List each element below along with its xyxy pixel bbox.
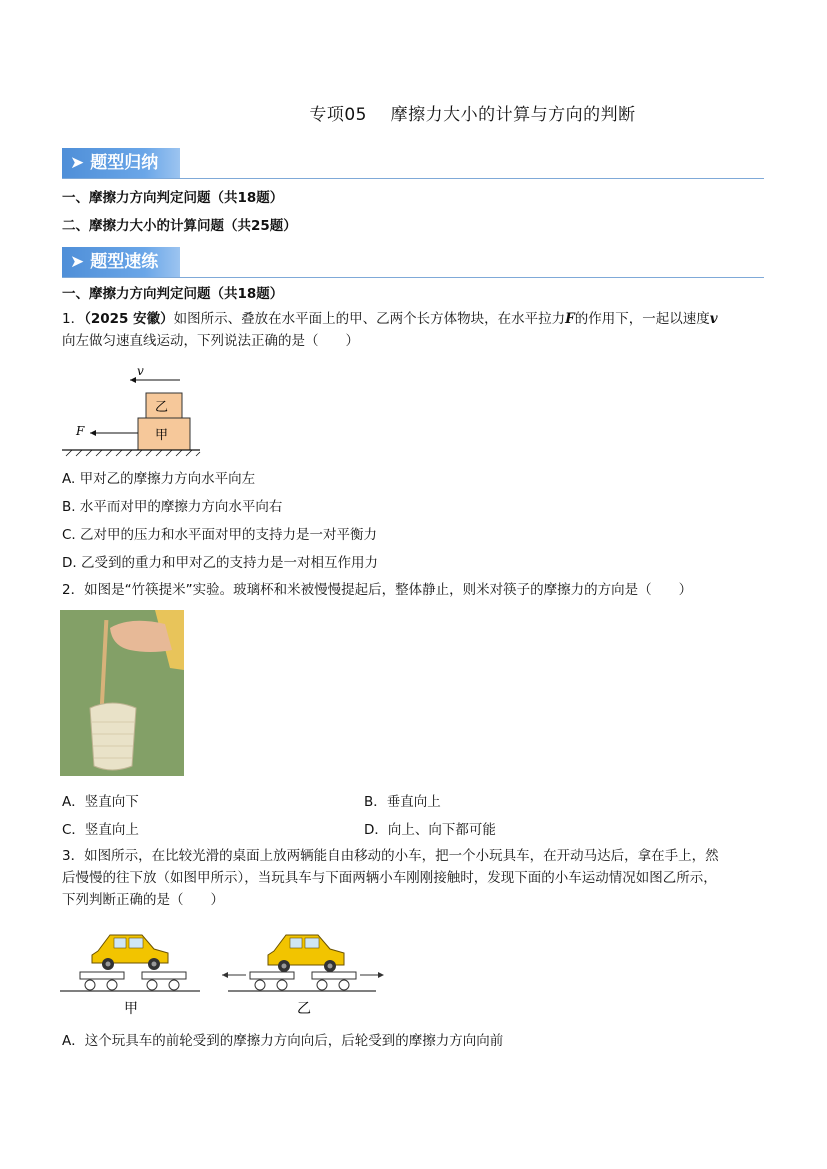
question-number: 1． xyxy=(62,311,85,327)
section-banner-practice xyxy=(62,247,180,277)
figure-label-yi: 乙 xyxy=(297,1001,311,1017)
blocks-figure xyxy=(62,360,207,460)
option-d[interactable]: D．向上、向下都可能 xyxy=(364,822,496,838)
option-c[interactable]: C. 乙对甲的压力和水平面对甲的支持力是一对平衡力 xyxy=(62,527,378,543)
banner-label: 题型速练 xyxy=(90,252,159,272)
question-text: 后慢慢的往下放（如图甲所示），当玩具车与下面两辆小车刚刚接触时，发现下面的小车运动情况如图乙所示， xyxy=(62,870,717,886)
divider xyxy=(62,178,764,179)
section-heading: 一、摩擦力方向判定问题（共18题） xyxy=(62,286,284,302)
question-text: 的作用下，一起以速度 xyxy=(574,311,710,327)
question-text: 向左做匀速直线运动，下列说法正确的是（ ） xyxy=(62,333,359,349)
chopstick-rice-photo xyxy=(60,610,184,776)
arrow-head-icon xyxy=(90,430,96,436)
question-3-stem xyxy=(62,845,774,911)
carts-left xyxy=(80,972,186,990)
option-d[interactable]: D. 乙受到的重力和甲对乙的支持力是一对相互作用力 xyxy=(62,555,378,571)
question-text: 下列判断正确的是（ ） xyxy=(62,892,224,908)
block-jia-label: 甲 xyxy=(155,428,169,443)
divider xyxy=(62,277,764,278)
arrow-head-icon xyxy=(378,972,384,978)
question-2-stem: 2．如图是“竹筷提米”实验。玻璃杯和米被慢慢提起后，整体静止，则米对筷子的摩擦力的方向是（ ） xyxy=(62,582,693,598)
car-held-above xyxy=(92,935,168,970)
question-1-stem xyxy=(62,308,772,352)
velocity-label: v xyxy=(137,364,144,378)
option-c[interactable]: C．竖直向上 xyxy=(62,822,139,838)
title-code: 专项05 xyxy=(309,105,367,125)
figure-label-jia: 甲 xyxy=(124,1001,138,1017)
toy-car-figure xyxy=(60,925,390,1017)
toc-item-1[interactable]: 一、摩擦力方向判定问题（共18题） xyxy=(62,190,284,206)
page-title xyxy=(0,100,827,125)
banner-label: 题型归纳 xyxy=(90,153,159,173)
carts-right xyxy=(250,972,356,990)
toc-item-2[interactable]: 二、摩擦力大小的计算问题（共25题） xyxy=(62,218,297,234)
arrow-head-icon xyxy=(222,972,228,978)
force-label: F xyxy=(76,424,85,438)
option-a[interactable]: A. 甲对乙的摩擦力方向水平向左 xyxy=(62,471,256,487)
section-banner-summary xyxy=(62,148,180,178)
block-yi-label: 乙 xyxy=(155,400,169,415)
question-text: 如图所示、叠放在水平面上的甲、乙两个长方体物块，在水平拉力 xyxy=(173,311,566,327)
ground-hatch xyxy=(66,450,200,456)
velocity-symbol: v xyxy=(709,311,718,327)
option-b[interactable]: B. 水平而对甲的摩擦力方向水平向右 xyxy=(62,499,283,515)
option-a[interactable]: A．这个玩具车的前轮受到的摩擦力方向向后，后轮受到的摩擦力方向向前 xyxy=(62,1033,504,1049)
question-text: 3．如图所示，在比较光滑的桌面上放两辆能自由移动的小车，把一个小玩具车，在开动马达后，拿在手上，然 xyxy=(62,848,719,864)
chevron-right-icon: ➤ xyxy=(70,252,85,272)
option-b[interactable]: B．垂直向上 xyxy=(364,794,441,810)
title-text: 摩擦力大小的计算与方向的判断 xyxy=(390,105,636,125)
chevron-right-icon: ➤ xyxy=(70,153,85,173)
question-source: （2025 安徽） xyxy=(84,311,174,327)
force-symbol: F xyxy=(565,311,575,327)
arrow-head-icon xyxy=(130,377,136,383)
option-a[interactable]: A．竖直向下 xyxy=(62,794,139,810)
car-on-carts xyxy=(268,935,344,972)
rice-cup xyxy=(90,703,136,770)
